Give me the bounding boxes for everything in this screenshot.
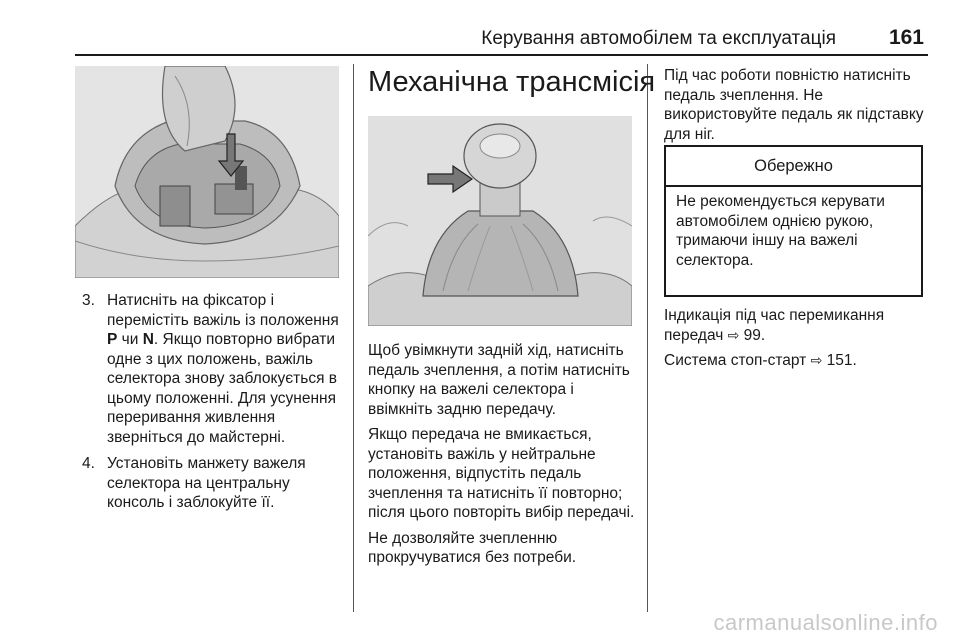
ref-link[interactable]: 99.: [743, 326, 766, 344]
position-p: P: [107, 331, 118, 348]
list-text: . Якщо повторно вибрати одне з цих положень, важіль селектора знову заблокується в цьому положенні. Для усунення переривання живлення зверніться до майстерні.: [107, 331, 338, 446]
reference-arrow-icon: ⇨: [810, 352, 823, 368]
paragraph: Щоб увімкнути задній хід, натисніть педаль зчеплення, а потім натисніть кнопку на важелі селектора і ввімкніть задню передачу.: [368, 342, 630, 418]
left-column-text: [82, 291, 342, 520]
stopstart-reference: [664, 351, 926, 371]
warning-body: Не рекомендується керувати автомобілем однією рукою, тримаючи іншу на важелі селектора.: [676, 193, 885, 269]
manual-gearshift-illustration: [368, 116, 632, 326]
paragraph: Під час роботи повністю натисніть педаль зчеплення. Не використовуйте педаль як підставку для ніг.: [664, 67, 924, 143]
list-text: Установіть манжету важеля селектора на центральну консоль і заблокуйте її.: [107, 455, 306, 511]
selector-lever-illustration: [75, 66, 339, 278]
page-header: [75, 22, 928, 50]
page-title: Керування автомобілем та експлуатація: [481, 28, 836, 49]
list-text: Натисніть на фіксатор і перемістіть важіль із положення: [107, 292, 339, 329]
position-n: N: [142, 331, 154, 348]
ref-text: Система стоп-старт: [664, 352, 811, 369]
ref-link[interactable]: 151.: [826, 352, 857, 369]
warning-heading: Обережно: [666, 147, 921, 187]
list-number: 4.: [82, 455, 95, 472]
list-text: чи: [117, 331, 143, 348]
list-item: [82, 454, 342, 513]
column-divider-right: [647, 64, 648, 612]
indication-reference: [664, 306, 926, 345]
watermark: carmanualsonline.info: [713, 610, 938, 635]
header-rule: [75, 54, 928, 56]
right-column-intro: [664, 66, 926, 150]
section-title: Механічна трансмісія: [368, 66, 656, 98]
paragraph: Не дозволяйте зчепленню прокручуватися без потреби.: [368, 529, 577, 566]
right-column-refs: [664, 306, 926, 377]
ref-text: Індикація під час перемикання передач: [664, 307, 885, 344]
reference-arrow-icon: ⇨: [727, 326, 740, 343]
middle-column-text: [368, 341, 640, 574]
list-item: [82, 291, 342, 447]
page-number: 161: [888, 26, 924, 49]
column-divider-left: [353, 64, 354, 612]
warning-box: [664, 145, 923, 297]
list-number: 3.: [82, 292, 95, 309]
paragraph: Якщо передача не вмикається, установіть важіль у нейтральне положення, відпустіть педаль зчеплення та натисніть її повторно; після цього повторіть вибір передачі.: [368, 426, 635, 521]
